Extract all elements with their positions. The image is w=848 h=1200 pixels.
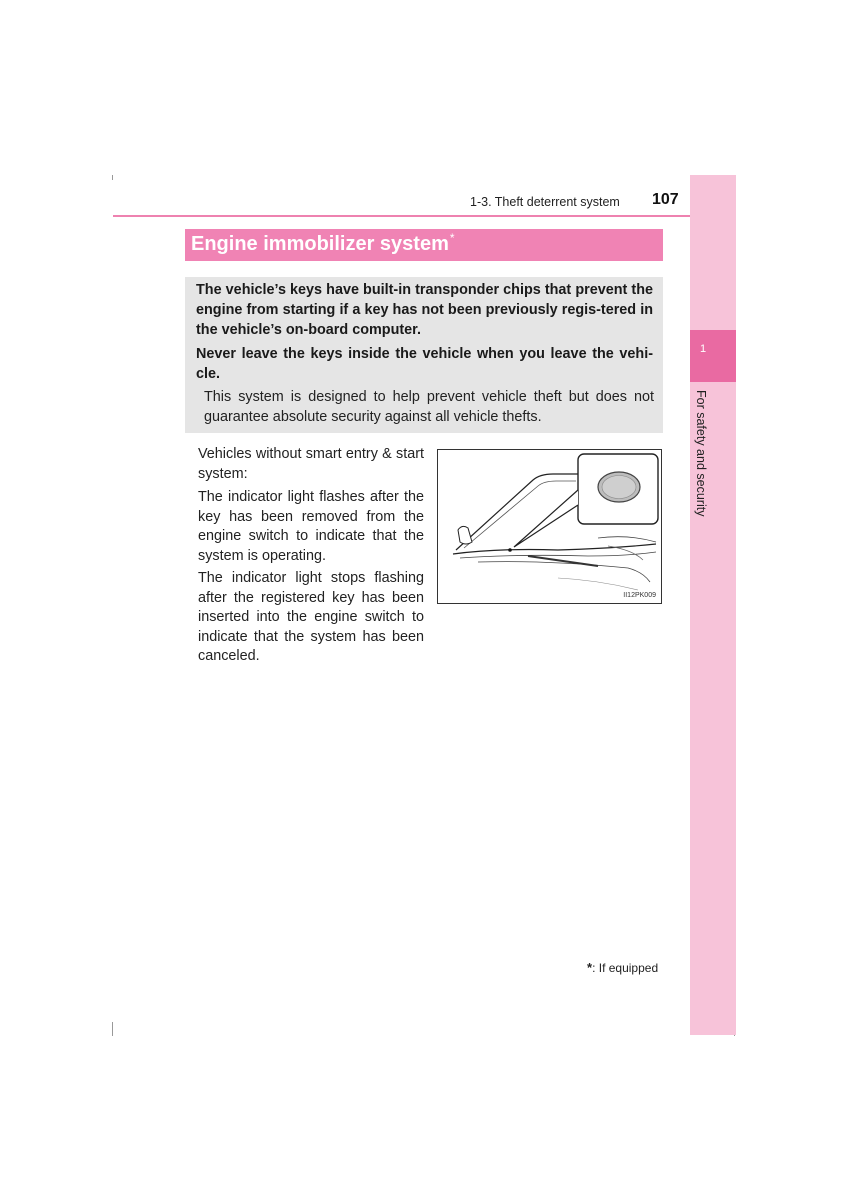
- chapter-side-tab: [690, 175, 736, 1035]
- notice-note: This system is designed to help prevent vehicle theft but does not guarantee absolute security against all vehicle thefts.: [204, 389, 654, 425]
- if-equipped-marker: *: [449, 231, 455, 245]
- notice-paragraph-transponder: The vehicle’s keys have built-in transponder chips that prevent the engine from starting if a key has not been previously regis-tered in the vehicle’s on-board computer.: [196, 282, 653, 338]
- figure-id: II12PK009: [623, 592, 656, 599]
- body-paragraph-stops: The indicator light stops flashing after the registered key has been inserted into the engine switch to indicate that the system has been canceled.: [198, 570, 424, 664]
- indicator-light-illustration: [437, 449, 662, 604]
- body-paragraph-intro: Vehicles without smart entry & start system:: [198, 446, 424, 482]
- footnote: [587, 960, 658, 975]
- notice-box: [185, 277, 663, 433]
- footnote-text: : If equipped: [592, 961, 659, 975]
- section-title-bar: [185, 229, 663, 261]
- body-paragraph-flashing: The indicator light flashes after the key has been removed from the engine switch to indicate that the system is operating.: [198, 489, 424, 564]
- chapter-number-box: [690, 330, 736, 382]
- notice-paragraph-keys: Never leave the keys inside the vehicle when you leave the vehi-cle.: [196, 346, 653, 382]
- header-rule: [113, 215, 735, 217]
- section-title: [191, 233, 455, 256]
- running-header-section: 1-3. Theft deterrent system: [470, 195, 620, 209]
- chapter-label: For safety and security: [694, 390, 708, 517]
- crop-mark: [112, 175, 113, 180]
- section-title-text: Engine immobilizer system: [191, 233, 449, 255]
- chapter-number: 1: [700, 343, 707, 355]
- footnote-marker: *: [587, 960, 593, 975]
- page-number: 107: [652, 191, 679, 208]
- crop-mark: [112, 1022, 113, 1036]
- dashboard-windshield-drawing: [438, 450, 662, 604]
